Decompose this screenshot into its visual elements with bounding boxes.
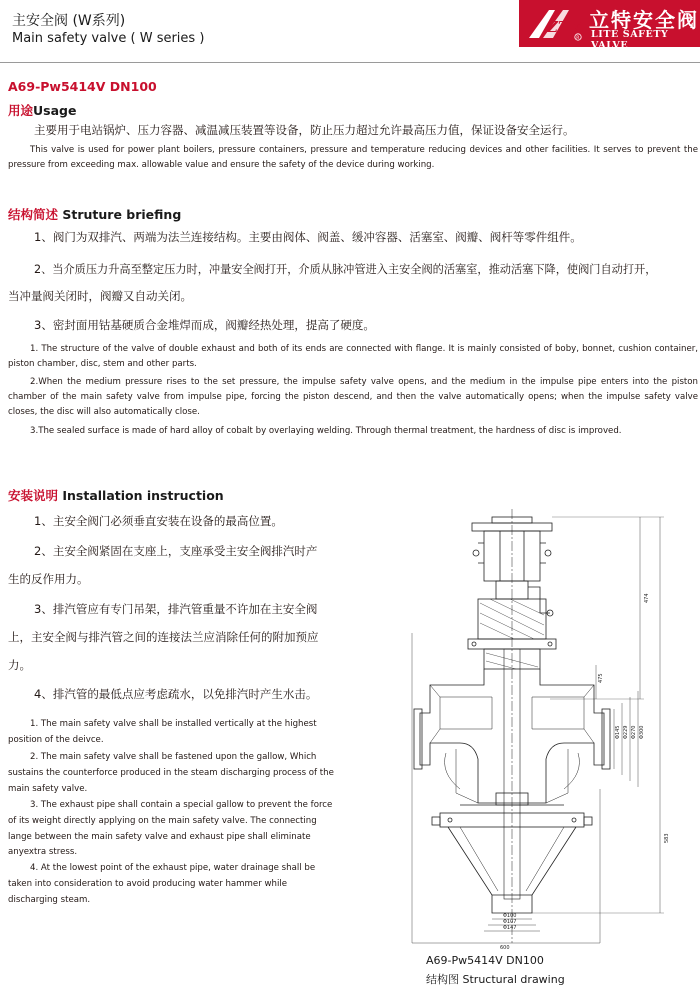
usage-heading-cn: 用途 [8, 103, 34, 118]
header-divider [0, 62, 700, 63]
installation-heading-cn: 安装说明 [8, 488, 59, 503]
dim-label-5: Φ229 [623, 725, 629, 739]
dim-label-9: Φ107 [503, 919, 517, 925]
dim-label-1: 474 [644, 593, 650, 603]
dim-label-10: Φ147 [503, 925, 517, 931]
structure-heading-cn: 结构简述 [8, 207, 59, 222]
installation-cn-1: 1、主安全阀门必须垂直安装在设备的最高位置。 [34, 514, 283, 528]
svg-text:R: R [576, 35, 580, 41]
dim-label-6: Φ270 [631, 725, 637, 739]
structure-cn-1: 1、阀门为双排汽、两端为法兰连接结构。主要由阀体、阀盖、缓冲容器、活塞室、阀瓣、阀杆等零件组件。 [34, 230, 582, 244]
drawing-caption-title: 结构图 Structural drawing [426, 973, 565, 986]
installation-cn-3b: 上，主安全阀与排汽管之间的连接法兰应消除任何的附加预应 [8, 630, 319, 644]
brand-mark-icon [525, 4, 583, 44]
structural-drawing [400, 503, 695, 951]
installation-cn-4: 4、排汽管的最低点应考虑疏水，以免排汽时产生水击。 [34, 687, 318, 701]
dim-label-7: Φ300 [639, 725, 645, 739]
usage-text-en: This valve is used for power plant boilers, pressure containers, pressure and temperature reducing devices and other facilities. It serves to prevent the pressure from exceeding max. allowable value and ensure the safety of the device during working. [8, 145, 698, 170]
installation-en-2: 2. The main safety valve shall be fastened upon the gallow, Which sustains the counterforce produced in the steam discharging process of the main safety valve. [8, 752, 334, 794]
structure-en-3: 3.The sealed surface is made of hard alloy of cobalt by overlaying welding. Through thermal treatment, the hardness of disc is improved. [30, 426, 622, 436]
right-flange [602, 709, 610, 769]
installation-heading [8, 486, 224, 504]
dim-label-2: 583 [664, 833, 670, 843]
installation-en-4: 4. At the lowest point of the exhaust pipe, water drainage shall be taken into consideration to avoid producing water hammer while discharging steam. [8, 863, 316, 905]
dim-label-4: Φ145 [615, 725, 621, 739]
structure-heading-en: Struture briefing [62, 207, 182, 222]
brand-name-en: LITE SAFETY VALVE [591, 29, 669, 51]
structure-cn-3: 3、密封面用钴基硬质合金堆焊而成，阀瓣经热处理，提高了硬度。 [34, 318, 375, 332]
installation-cn-2a: 2、主安全阀紧固在支座上，支座承受主安全阀排汽时产 [34, 544, 318, 558]
installation-en-3: 3. The exhaust pipe shall contain a special gallow to prevent the force of its weight directly applying on the main safety valve. The connecting lange between the main safety valve and exhaust pipe shall eliminate anyextra stress. [8, 800, 333, 858]
dim-label-11: 600 [500, 945, 510, 951]
brand-mark-text: ZTV [547, 18, 581, 36]
structure-cn-2b: 当冲量阀关闭时，阀瓣又自动关闭。 [8, 289, 192, 303]
model-number: A69-Pw5414V DN100 [8, 79, 157, 94]
installation-cn-2b: 生的反作用力。 [8, 572, 89, 586]
usage-heading [8, 101, 76, 119]
page-title-en: Main safety valve ( W series ) [12, 31, 205, 46]
dim-label-8: Φ100 [503, 913, 517, 919]
dim-label-3: 475 [598, 673, 604, 683]
installation-cn-3c: 力。 [8, 658, 31, 672]
installation-en-1: 1. The main safety valve shall be installed vertically at the highest position of the deivce. [8, 719, 317, 745]
structure-en-1: 1. The structure of the valve of double exhaust and both of its ends are connected with flange. It is mainly consisted of boby, bonnet, cushion container, piston chamber, disc, stem and other parts. [8, 344, 698, 369]
structure-en-2: 2.When the medium pressure rises to the set pressure, the impulse safety valve opens, and the medium in the impulse pipe enters into the piston chamber of the main safety valve from impulse pipe, forcing the piston descend, and then the valve automatically opens; when the impulse safety valve closes, the disc will also automatically close. [8, 377, 698, 417]
brand-name-cn: 立特安全阀 [589, 8, 699, 32]
structure-cn-2a: 2、当介质压力升高至整定压力时，冲量安全阀打开，介质从脉冲管进入主安全阀的活塞室，推动活塞下降，使阀门自动打开， [34, 263, 657, 276]
page-header [0, 0, 700, 62]
installation-heading-en: Installation instruction [62, 488, 224, 503]
structure-heading [8, 205, 181, 223]
usage-text-cn: 主要用于电站锅炉、压力容器、减温减压装置等设备，防止压力超过允许最高压力值，保证设备安全运行。 [34, 123, 575, 137]
left-flange [414, 709, 422, 769]
installation-cn-3a: 3、排汽管应有专门吊架，排汽管重量不许加在主安全阀 [34, 602, 318, 616]
usage-heading-en: Usage [33, 103, 77, 118]
brand-logo [519, 0, 700, 51]
page-title-cn: 主安全阀 (W系列) [12, 13, 126, 29]
drawing-caption-model: A69-Pw5414V DN100 [426, 954, 544, 967]
